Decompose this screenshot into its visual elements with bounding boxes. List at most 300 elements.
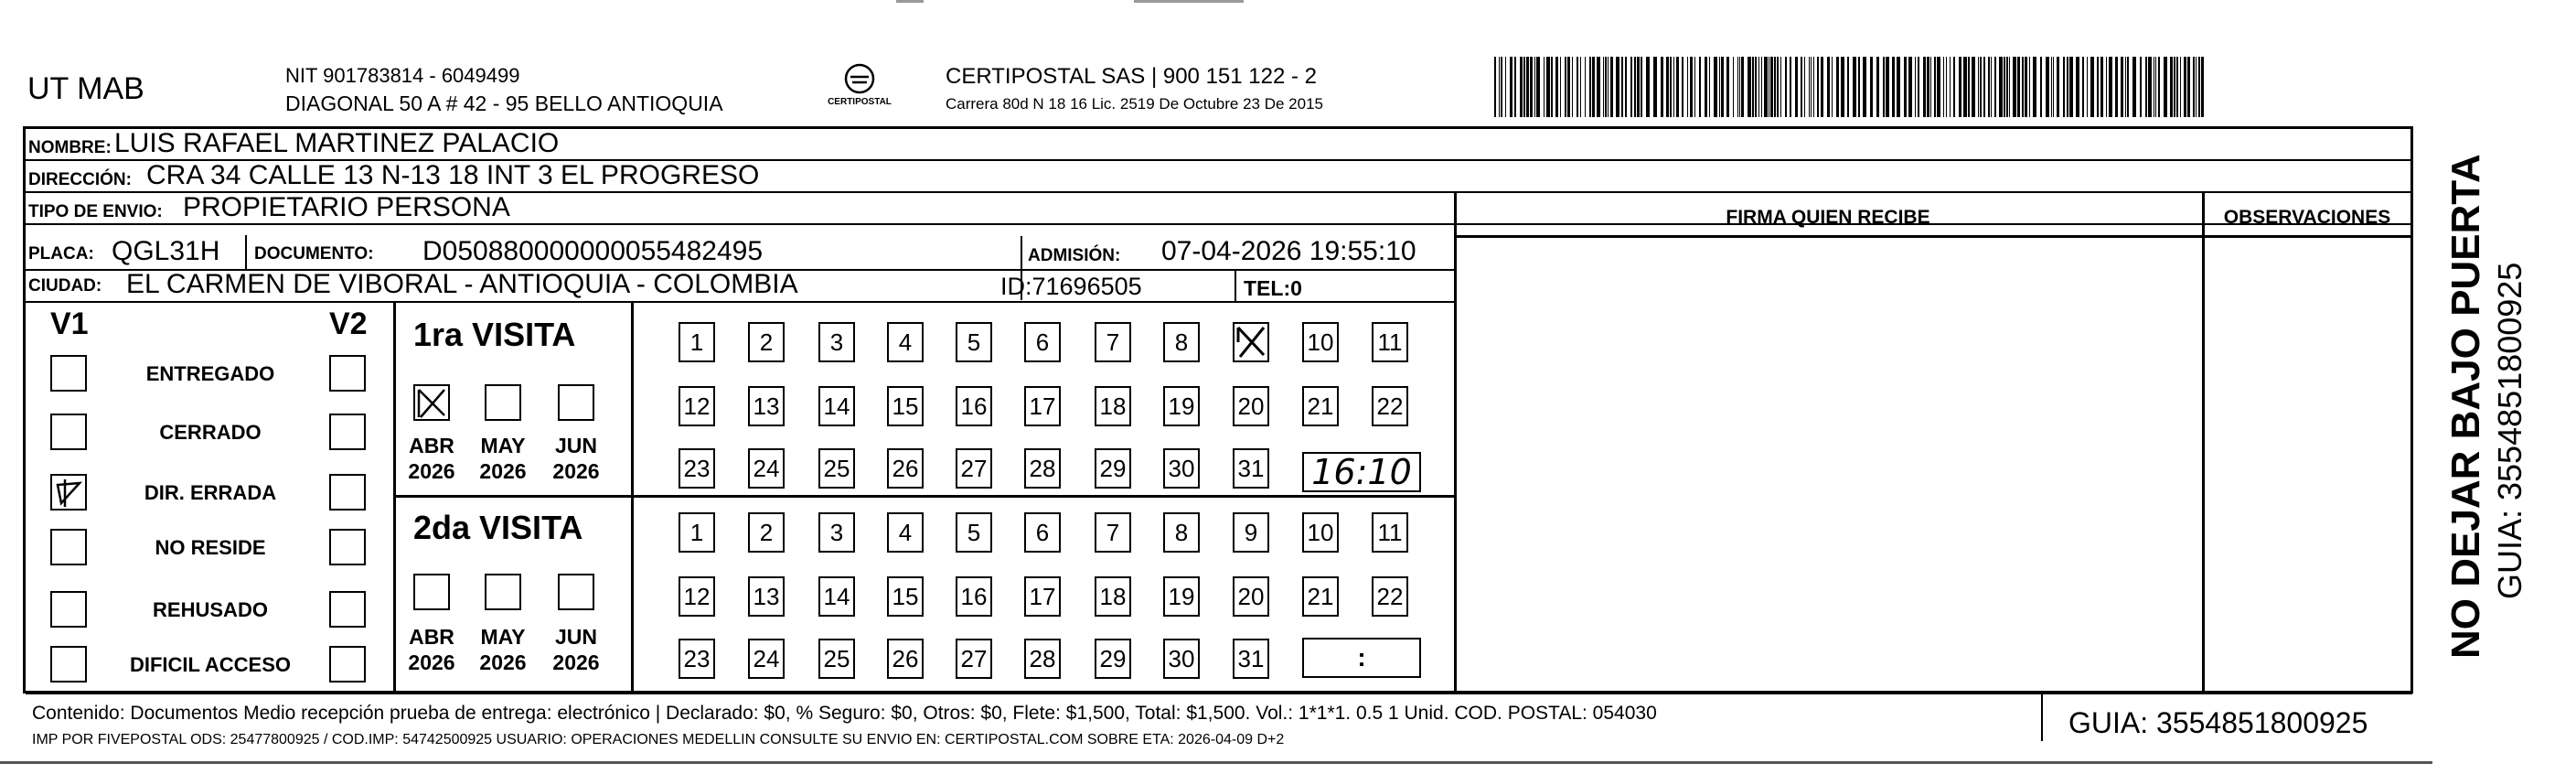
visit2-day-box[interactable]: 16 — [956, 576, 992, 617]
barcode-bar — [2004, 57, 2005, 117]
nombre-label: NOMBRE: — [28, 138, 112, 157]
visit1-day-box[interactable]: 17 — [1024, 386, 1061, 426]
barcode-bar — [1673, 57, 1674, 117]
barcode-bar — [1953, 57, 1955, 117]
visit2-day-box[interactable]: 19 — [1163, 576, 1200, 617]
visit2-day-box[interactable]: 3 — [818, 512, 855, 553]
barcode-bar — [1836, 57, 1839, 117]
barcode-bar — [1817, 57, 1819, 117]
barcode-bar — [2069, 57, 2073, 117]
visit2-month-checkbox[interactable] — [413, 574, 450, 610]
barcode-bar — [2087, 57, 2088, 117]
barcode-bar — [1592, 57, 1595, 117]
barcode-bar — [2198, 57, 2200, 117]
ciudad-value: EL CARMEN DE VIBORAL - ANTIOQUIA - COLOMBIA — [126, 269, 798, 299]
visit1-day-box[interactable]: 8 — [1163, 322, 1200, 362]
barcode-bar — [1832, 57, 1833, 117]
barcode-bar — [1937, 57, 1940, 117]
visit1-day-box[interactable]: 10 — [1302, 322, 1339, 362]
company-nit: NIT 901783814 - 6049499 — [285, 64, 520, 87]
barcode-bar — [1690, 57, 1693, 117]
barcode-bar — [1630, 57, 1632, 117]
barcode-bar — [1755, 57, 1757, 117]
barcode-bar — [1978, 57, 1979, 117]
placa-label: PLACA: — [28, 244, 94, 263]
visit2-day-box[interactable]: 6 — [1024, 512, 1061, 553]
visit2-day-box[interactable]: 26 — [887, 639, 924, 679]
visit1-month-year: 2026 — [408, 459, 455, 483]
barcode-bar — [1530, 57, 1533, 117]
barcode-bar — [1908, 57, 1912, 117]
barcode-bar — [1510, 57, 1512, 117]
barcode-bar — [1625, 57, 1627, 117]
carrier-name: CERTIPOSTAL SAS | 900 151 122 - 2 — [946, 64, 1317, 89]
visit2-day-box[interactable]: 27 — [956, 639, 992, 679]
barcode-bar — [1770, 57, 1773, 117]
visit1-day-box[interactable]: 11 — [1372, 322, 1408, 362]
barcode-bar — [1580, 57, 1581, 117]
status-label: DIFICIL ACCESO — [129, 653, 291, 676]
barcode-bar — [2180, 57, 2181, 117]
barcode-bar — [2006, 57, 2008, 117]
barcode-bar — [2100, 57, 2103, 117]
barcode-bar — [1733, 57, 1734, 117]
barcode-bar — [1811, 57, 1812, 117]
barcode-bar — [1980, 57, 1982, 117]
tipo-envio-label: TIPO DE ENVIO: — [28, 202, 163, 221]
barcode-bar — [1774, 57, 1776, 117]
visit1-day-box[interactable]: 12 — [679, 386, 715, 426]
barcode-bar — [1858, 57, 1860, 117]
v1-checkbox[interactable] — [50, 529, 87, 565]
visit2-day-box[interactable]: 10 — [1302, 512, 1339, 553]
barcode-bar — [1892, 57, 1895, 117]
visit2-day-box[interactable]: 17 — [1024, 576, 1061, 617]
visit2-day-box[interactable]: 4 — [887, 512, 924, 553]
barcode-bar — [1972, 57, 1975, 117]
barcode-bar — [1560, 57, 1561, 117]
visit2-day-box[interactable]: 7 — [1095, 512, 1131, 553]
visit1-day-box[interactable]: 1 — [679, 322, 715, 362]
visit2-day-box[interactable]: 22 — [1372, 576, 1408, 617]
barcode-bar — [1567, 57, 1570, 117]
footer-guia: GUIA: 3554851800925 — [2068, 706, 2368, 739]
carrier-address: Carrera 80d N 18 16 Lic. 2519 De Octubre 23 De 2015 — [946, 95, 1323, 113]
barcode-bar — [1494, 57, 1496, 117]
visit1-day-box[interactable]: 21 — [1302, 386, 1339, 426]
barcode-bar — [1501, 57, 1502, 117]
visit2-month-checkbox[interactable] — [485, 574, 521, 610]
visit1-day-box[interactable]: 22 — [1372, 386, 1408, 426]
barcode-bar — [2196, 57, 2197, 117]
documento-label: DOCUMENTO: — [254, 244, 374, 263]
status-label: CERRADO — [159, 421, 262, 444]
barcode-bar — [1653, 57, 1657, 117]
barcode-bar — [1565, 57, 1566, 117]
v1-checkbox[interactable] — [50, 591, 87, 628]
bottom-edge — [0, 761, 2432, 764]
status-label: NO RESIDE — [155, 536, 266, 559]
x-mark-icon — [415, 386, 448, 419]
placa-divider — [245, 235, 247, 269]
visit2-month-year: 2026 — [479, 650, 527, 674]
barcode-bar — [1676, 57, 1679, 117]
barcode-bar — [1546, 57, 1550, 117]
barcode-bar — [1930, 57, 1931, 117]
visit1-day-box[interactable]: 16 — [956, 386, 992, 426]
visit2-time: : — [1357, 643, 1366, 672]
barcode — [1494, 57, 2207, 121]
barcode-bar — [2067, 57, 2068, 117]
barcode-bar — [2155, 57, 2156, 117]
barcode-bar — [2063, 57, 2065, 117]
barcode-bar — [2201, 57, 2204, 117]
barcode-bar — [2170, 57, 2173, 117]
barcode-bar — [1777, 57, 1779, 117]
visit1-month-label: ABR — [409, 434, 454, 457]
company-name: UT MAB — [27, 71, 144, 106]
barcode-bar — [1719, 57, 1720, 117]
visit2-day-box[interactable]: 31 — [1233, 639, 1269, 679]
visit1-day-box[interactable]: 28 — [1024, 448, 1061, 489]
barcode-bar — [1847, 57, 1849, 117]
barcode-bar — [1610, 57, 1613, 117]
footer-contenido: Contenido: Documentos Medio recepción prueba de entrega: electrónico | Declarado: $0, % Seguro: $0, Otros: $0, Flete: $1,500, Total: $1,500. Vol.: 1*1*1. 0.5 1 Unid. COD. POSTAL: 054030 — [32, 703, 1657, 724]
footer-top — [26, 692, 2412, 694]
barcode-bar — [1682, 57, 1683, 117]
visit1-day-box[interactable]: 26 — [887, 448, 924, 489]
barcode-bar — [1637, 57, 1640, 117]
visit1-day-box[interactable]: 4 — [887, 322, 924, 362]
visit2-day-box[interactable]: 15 — [887, 576, 924, 617]
barcode-bar — [2057, 57, 2059, 117]
barcode-bar — [1555, 57, 1558, 117]
visit2-day-box[interactable]: 30 — [1163, 639, 1200, 679]
status-label: ENTREGADO — [145, 362, 275, 385]
footer-guia-divider — [2041, 693, 2043, 741]
status-label: DIR. ERRADA — [144, 481, 277, 504]
v2-checkbox[interactable] — [329, 414, 366, 450]
barcode-bar — [1748, 57, 1751, 117]
barcode-bar — [2022, 57, 2024, 117]
visit2-month-checkbox[interactable] — [558, 574, 594, 610]
barcode-bar — [1795, 57, 1798, 117]
check-mark-icon — [52, 476, 85, 509]
barcode-bar — [1764, 57, 1768, 117]
barcode-bar — [1915, 57, 1916, 117]
barcode-bar — [2127, 57, 2129, 117]
firma-header-bottom — [1454, 235, 2411, 238]
barcode-bar — [1991, 57, 1992, 117]
visit2-day-box[interactable]: 23 — [679, 639, 715, 679]
direccion-value: CRA 34 CALLE 13 N-13 18 INT 3 EL PROGRESO — [146, 160, 760, 190]
barcode-bar — [2025, 57, 2027, 117]
barcode-bar — [2029, 57, 2030, 117]
tel-divider — [1235, 271, 1236, 302]
barcode-bar — [1597, 57, 1600, 117]
visit1-day-box[interactable]: 15 — [887, 386, 924, 426]
barcode-bar — [1661, 57, 1663, 117]
barcode-bar — [1870, 57, 1873, 117]
barcode-bar — [1876, 57, 1879, 117]
visit1-day-box[interactable]: 20 — [1233, 386, 1269, 426]
barcode-bar — [1758, 57, 1759, 117]
barcode-bar — [1721, 57, 1724, 117]
barcode-bar — [1959, 57, 1961, 117]
v2-checkbox[interactable] — [329, 355, 366, 392]
barcode-bar — [1923, 57, 1926, 117]
barcode-bar — [1714, 57, 1717, 117]
barcode-bar — [1705, 57, 1707, 117]
barcode-bar — [1536, 57, 1540, 117]
barcode-bar — [1801, 57, 1802, 117]
barcode-bar — [2106, 57, 2107, 117]
observaciones-header: OBSERVACIONES — [2223, 207, 2391, 228]
visit1-title: 1ra VISITA — [413, 316, 576, 353]
barcode-bar — [1886, 57, 1889, 117]
barcode-bar — [1752, 57, 1754, 117]
v2-checkbox[interactable] — [329, 646, 366, 683]
certipostal-logo — [828, 62, 892, 113]
visit2-day-box[interactable]: 18 — [1095, 576, 1131, 617]
barcode-bar — [1994, 57, 1996, 117]
barcode-bar — [1968, 57, 1970, 117]
visit1-day-box[interactable]: 24 — [748, 448, 785, 489]
barcode-bar — [2187, 57, 2190, 117]
side-no-dejar: NO DEJAR BAJO PUERTA — [2443, 154, 2488, 659]
barcode-bar — [2109, 57, 2112, 117]
visit1-day-box[interactable]: 25 — [818, 448, 855, 489]
visit2-day-box[interactable]: 28 — [1024, 639, 1061, 679]
direccion-label: DIRECCIÓN: — [28, 170, 132, 189]
visit1-day-box[interactable]: 3 — [818, 322, 855, 362]
v1-checkbox[interactable] — [50, 414, 87, 450]
barcode-bar — [1641, 57, 1642, 117]
barcode-bar — [2017, 57, 2020, 117]
barcode-bar — [2115, 57, 2118, 117]
visit1-month-label: MAY — [480, 434, 526, 457]
side-guia: GUIA: 3554851800925 — [2491, 262, 2528, 599]
ciudad-label: CIUDAD: — [28, 276, 102, 296]
barcode-bar — [1761, 57, 1762, 117]
barcode-bar — [1514, 57, 1516, 117]
barcode-bar — [1603, 57, 1604, 117]
barcode-bar — [1897, 57, 1900, 117]
visit2-month-label: JUN — [554, 625, 597, 649]
visit1-time: 16:10 — [1311, 452, 1412, 492]
visit2-day-box[interactable]: 14 — [818, 576, 855, 617]
barcode-bar — [2082, 57, 2084, 117]
visit2-day-box[interactable]: 8 — [1163, 512, 1200, 553]
barcode-bar — [1983, 57, 1985, 117]
visit2-day-box[interactable]: 1 — [679, 512, 715, 553]
barcode-bar — [2040, 57, 2042, 117]
barcode-bar — [2125, 57, 2126, 117]
barcode-bar — [1934, 57, 1936, 117]
barcode-bar — [1804, 57, 1805, 117]
visit1-month-checkbox[interactable] — [558, 384, 594, 421]
visit1-day-box[interactable]: 18 — [1095, 386, 1131, 426]
company-address: DIAGONAL 50 A # 42 - 95 BELLO ANTIOQUIA — [285, 91, 723, 115]
barcode-bar — [2176, 57, 2178, 117]
barcode-bar — [1918, 57, 1919, 117]
barcode-bar — [1927, 57, 1929, 117]
visit1-day-box[interactable]: 27 — [956, 448, 992, 489]
barcode-bar — [2158, 57, 2160, 117]
visit1-day-box[interactable]: 30 — [1163, 448, 1200, 489]
barcode-bar — [2051, 57, 2052, 117]
barcode-bar — [1646, 57, 1650, 117]
barcode-bar — [1739, 57, 1740, 117]
barcode-bar — [2013, 57, 2016, 117]
barcode-bar — [2132, 57, 2136, 117]
barcode-bar — [1841, 57, 1844, 117]
barcode-bar — [1577, 57, 1578, 117]
barcode-bar — [1608, 57, 1609, 117]
barcode-bar — [1666, 57, 1669, 117]
visit1-day-box[interactable]: 5 — [956, 322, 992, 362]
barcode-bar — [1634, 57, 1636, 117]
barcode-bar — [1988, 57, 1990, 117]
visit2-day-box[interactable]: 2 — [748, 512, 785, 553]
v2-checkbox[interactable] — [329, 529, 366, 565]
barcode-bar — [1589, 57, 1591, 117]
x-mark-icon — [1235, 324, 1267, 360]
barcode-bar — [1621, 57, 1623, 117]
admision-value: 07-04-2026 19:55:10 — [1161, 236, 1416, 266]
barcode-bar — [1526, 57, 1529, 117]
visit2-day-box[interactable]: 5 — [956, 512, 992, 553]
barcode-bar — [1950, 57, 1951, 117]
visit1-day-box[interactable]: 19 — [1163, 386, 1200, 426]
barcode-bar — [2148, 57, 2152, 117]
documento-value: D050880000000055482495 — [422, 236, 764, 266]
barcode-bar — [1544, 57, 1545, 117]
barcode-bar — [2097, 57, 2099, 117]
visit2-month-label: ABR — [409, 625, 454, 649]
visit1-day-box[interactable]: 29 — [1095, 448, 1131, 489]
observaciones-left-border — [2202, 192, 2205, 692]
visit1-month-label: JUN — [554, 434, 597, 457]
barcode-bar — [1616, 57, 1619, 117]
admision-label: ADMISIÓN: — [1028, 246, 1121, 265]
visit1-day-box[interactable]: 2 — [748, 322, 785, 362]
barcode-bar — [1605, 57, 1607, 117]
top-edge-mark — [1134, 0, 1244, 3]
barcode-bar — [1904, 57, 1907, 117]
barcode-bar — [1946, 57, 1947, 117]
v2-checkbox[interactable] — [329, 591, 366, 628]
barcode-bar — [2140, 57, 2142, 117]
visit2-day-box[interactable]: 24 — [748, 639, 785, 679]
barcode-bar — [1694, 57, 1695, 117]
barcode-bar — [2046, 57, 2049, 117]
barcode-bar — [1741, 57, 1744, 117]
visit1-time-box — [1302, 452, 1421, 492]
barcode-bar — [2076, 57, 2079, 117]
visit2-day-box[interactable]: 21 — [1302, 576, 1339, 617]
tipo-envio-value: PROPIETARIO PERSONA — [183, 192, 510, 222]
barcode-bar — [1863, 57, 1866, 117]
barcode-bar — [1585, 57, 1586, 117]
visit1-month-year: 2026 — [479, 459, 527, 483]
visit1-day-box[interactable]: 13 — [748, 386, 785, 426]
visit2-time-box — [1302, 638, 1421, 678]
barcode-bar — [1520, 57, 1523, 117]
visit1-day-box[interactable]: 6 — [1024, 322, 1061, 362]
v1-checkbox[interactable] — [50, 355, 87, 392]
visit1-day-box[interactable] — [1233, 322, 1269, 362]
visit2-day-box[interactable]: 12 — [679, 576, 715, 617]
barcode-bar — [2164, 57, 2167, 117]
barcode-bar — [2184, 57, 2186, 117]
barcode-bar — [2053, 57, 2054, 117]
barcode-bar — [1821, 57, 1823, 117]
barcode-bar — [1505, 57, 1506, 117]
visit1-day-box[interactable]: 14 — [818, 386, 855, 426]
visit1-day-box[interactable]: 7 — [1095, 322, 1131, 362]
ciudad-row-bottom — [26, 301, 1454, 303]
barcode-bar — [1827, 57, 1830, 117]
barcode-bar — [2174, 57, 2175, 117]
status-label: REHUSADO — [153, 598, 268, 621]
visit1-month-year: 2026 — [552, 459, 600, 483]
firma-left-border — [1454, 192, 1457, 692]
barcode-bar — [1709, 57, 1710, 117]
barcode-bar — [2145, 57, 2147, 117]
firma-header: FIRMA QUIEN RECIBE — [1726, 207, 1930, 228]
visit2-day-box[interactable]: 11 — [1372, 512, 1408, 553]
v2-checkbox[interactable] — [329, 474, 366, 511]
v1-label: V1 — [50, 306, 89, 341]
barcode-bar — [1790, 57, 1791, 117]
visit1-month-checkbox[interactable] — [413, 384, 450, 421]
barcode-bar — [2033, 57, 2036, 117]
barcode-bar — [1699, 57, 1701, 117]
placa-value: QGL31H — [112, 236, 220, 266]
barcode-bar — [1853, 57, 1856, 117]
visit2-month-year: 2026 — [552, 650, 600, 674]
visit2-day-box[interactable]: 29 — [1095, 639, 1131, 679]
barcode-bar — [1737, 57, 1738, 117]
visit1-month-checkbox[interactable] — [485, 384, 521, 421]
nombre-value: LUIS RAFAEL MARTINEZ PALACIO — [114, 128, 560, 158]
top-edge-mark — [896, 0, 924, 3]
v1-checkbox[interactable] — [50, 646, 87, 683]
visit2-month-label: MAY — [480, 625, 526, 649]
barcode-bar — [2090, 57, 2094, 117]
barcode-bar — [1726, 57, 1729, 117]
visit-separator — [393, 495, 1454, 498]
visit2-day-box[interactable]: 13 — [748, 576, 785, 617]
barcode-bar — [2009, 57, 2010, 117]
visit1-day-box[interactable]: 31 — [1233, 448, 1269, 489]
barcode-bar — [1534, 57, 1535, 117]
visit2-day-box[interactable]: 9 — [1233, 512, 1269, 553]
barcode-bar — [1499, 57, 1500, 117]
id-value: ID:71696505 — [1000, 273, 1142, 300]
visit2-day-box[interactable]: 25 — [818, 639, 855, 679]
v1-checkbox[interactable] — [50, 474, 87, 511]
visit1-day-box[interactable]: 23 — [679, 448, 715, 489]
barcode-bar — [1809, 57, 1810, 117]
barcode-bar — [1963, 57, 1967, 117]
barcode-bar — [1813, 57, 1814, 117]
barcode-bar — [1572, 57, 1573, 117]
visit2-day-box[interactable]: 20 — [1233, 576, 1269, 617]
barcode-bar — [1551, 57, 1553, 117]
barcode-bar — [1687, 57, 1688, 117]
